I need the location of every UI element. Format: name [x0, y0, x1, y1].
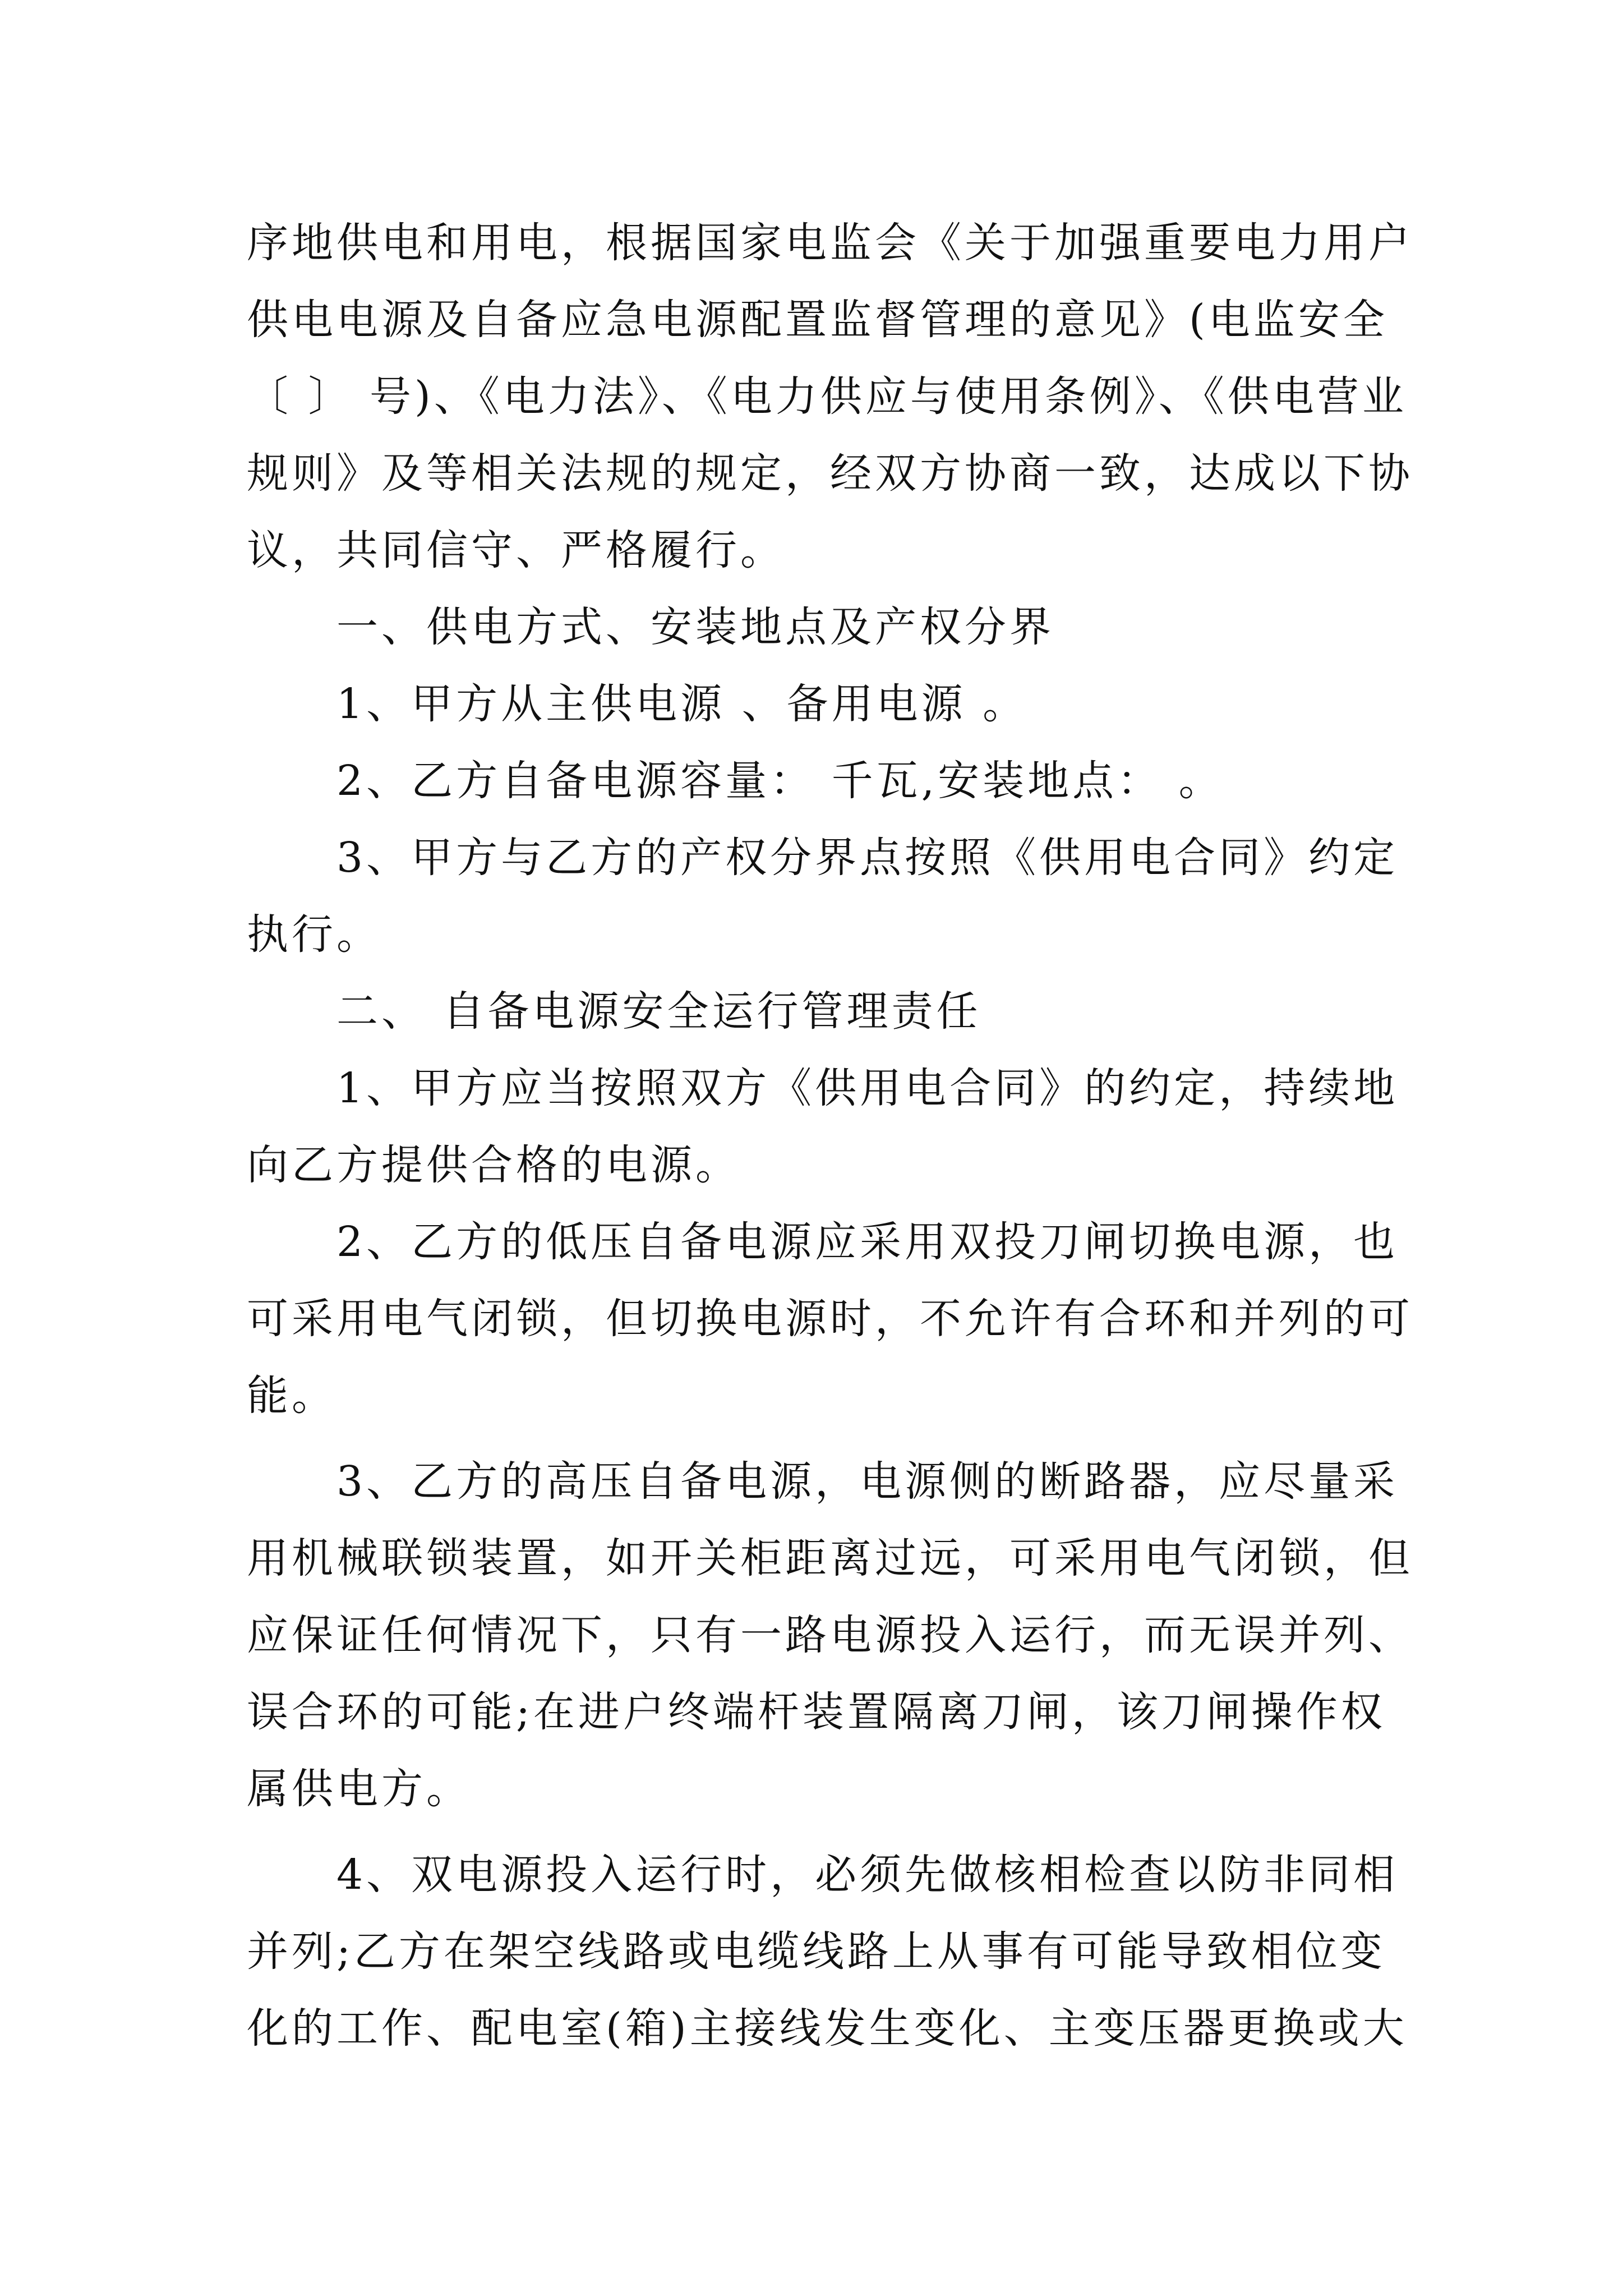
text-line: 用机械联锁装置，如开关柜距离过远，可采用电气闭锁，但	[247, 1534, 1413, 1582]
text-line: 4、双电源投入运行时，必须先做核相检查以防非同相	[336, 1851, 1399, 1899]
text-line: 规则》及等相关法规的规定，经双方协商一致，达成以下协	[247, 449, 1413, 498]
text-line: 1、甲方应当按照双方《供用电合同》的约定，持续地	[336, 1064, 1399, 1112]
text-line: 3、乙方的高压自备电源，电源侧的断路器，应尽量采	[336, 1457, 1399, 1506]
text-line: 3、甲方与乙方的产权分界点按照《供用电合同》约定	[336, 834, 1399, 882]
text-line: 供电电源及自备应急电源配置监督管理的意见》(电监安全	[247, 296, 1388, 344]
text-line: 〔 〕 号)、《电力法》、《电力供应与使用条例》、《供电营业	[247, 372, 1407, 421]
text-line: 2、乙方的低压自备电源应采用双投刀闸切换电源，也	[336, 1218, 1399, 1266]
text-line: 可采用电气闭锁，但切换电源时，不允许有合环和并列的可	[247, 1295, 1413, 1343]
text-line: 属供电方。	[247, 1765, 471, 1813]
text-line: 2、乙方自备电源容量： 千瓦,安装地点： 。	[336, 757, 1224, 805]
text-line: 应保证任何情况下，只有一路电源投入运行，而无误并列、	[247, 1611, 1413, 1659]
document-body	[247, 205, 1413, 2067]
paragraph-gap	[247, 1828, 1391, 1837]
text-line: 1、甲方从主供电源 、备用电源 。	[336, 680, 1028, 728]
paragraph-gap	[247, 1434, 1391, 1443]
text-line: 并列;乙方在架空线路或电缆线路上从事有可能导致相位变	[247, 1927, 1386, 1976]
section-heading-2: 二、 自备电源安全运行管理责任	[336, 987, 981, 1036]
text-line: 化的工作、配电室(箱)主接线发生变化、主变压器更换或大	[247, 2004, 1408, 2053]
text-line: 执行。	[247, 910, 381, 959]
section-heading-1: 一、供电方式、安装地点及产权分界	[336, 603, 1054, 651]
text-line: 向乙方提供合格的电源。	[247, 1141, 740, 1189]
text-line: 误合环的可能;在进户终端杆装置隔离刀闸，该刀闸操作权	[247, 1688, 1386, 1736]
text-line: 序地供电和用电，根据国家电监会《关于加强重要电力用户	[247, 219, 1413, 267]
text-line: 能。	[247, 1372, 336, 1420]
text-line: 议，共同信守、严格履行。	[247, 526, 785, 574]
